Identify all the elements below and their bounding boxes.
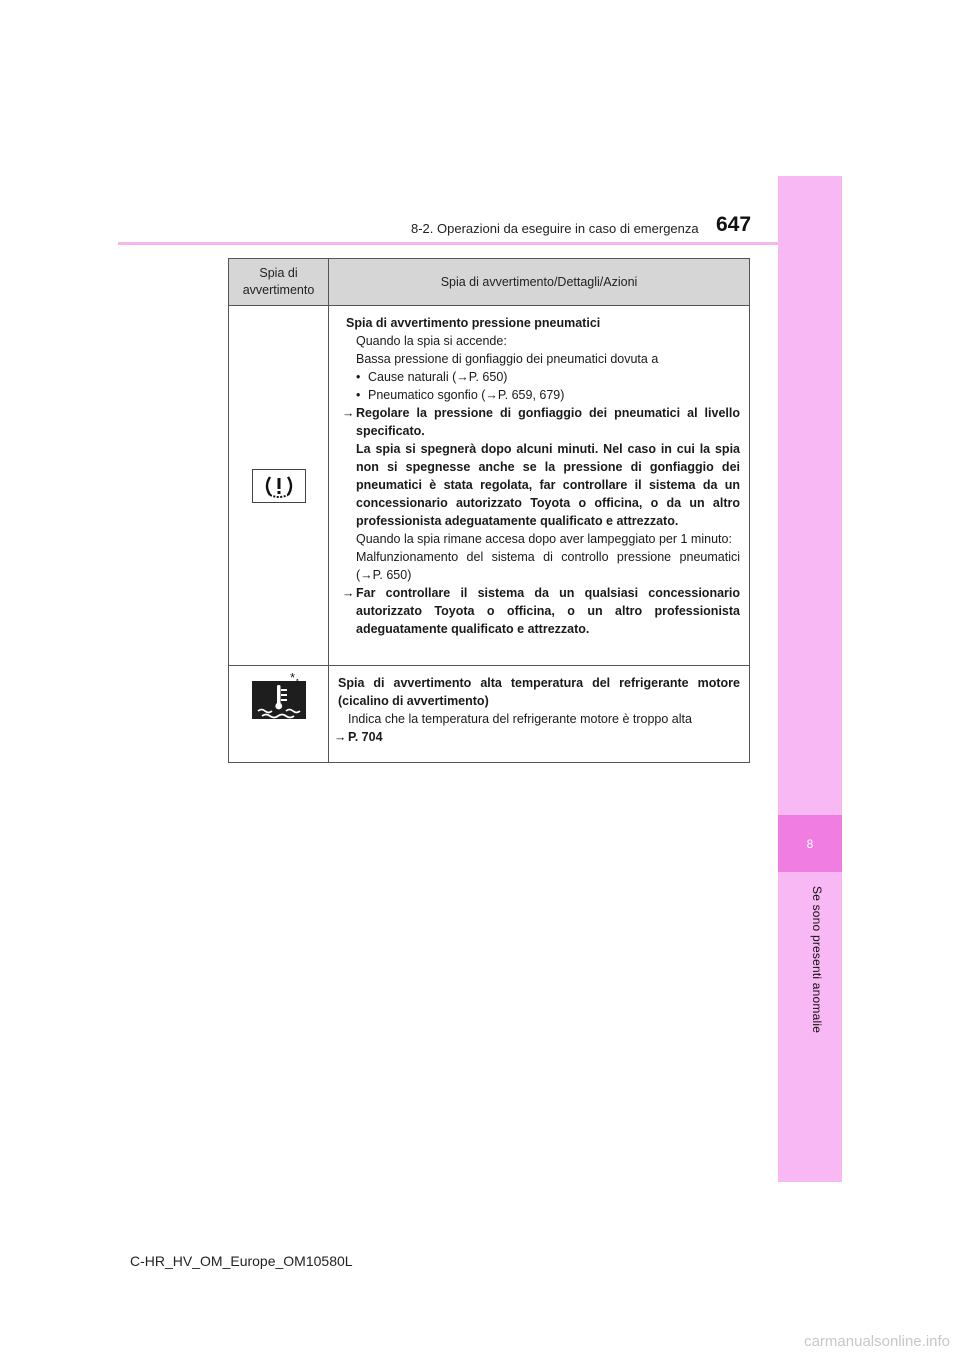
cause-text: Malfunzionamento del sistema di controllo pressione pneumatici (→P. 650) [356,550,740,582]
table-row [229,306,750,666]
watermark: carmanualsonline.info [804,1333,950,1350]
condition-text: Quando la spia rimane accesa dopo aver lampeggiato per 1 minuto: [356,532,732,546]
warning-table [228,258,750,763]
footnote-marker: $*_1$ [290,670,301,688]
arrow-icon: → [342,586,355,600]
warning-title: Spia di avvertimento pressione pneumatici [346,316,601,330]
arrow-icon: → [342,406,355,420]
chapter-title: Se sono presenti anomalie [810,886,824,1034]
table-header-row [229,259,750,306]
reference-link[interactable]: → P. 704 [334,730,383,744]
details-cell [329,306,750,666]
column-header-details: Spia di avvertimento/Dettagli/Azioni [329,259,750,306]
cause-text: Bassa pressione di gonfiaggio dei pneumatici dovuta a [356,352,659,366]
description-text: Indica che la temperatura del refrigerante motore è troppo alta [348,712,692,726]
document-id: C-HR_HV_OM_Europe_OM10580L [130,1253,353,1269]
condition-text: Quando la spia si accende: [356,334,507,348]
chapter-number: 8 [778,815,842,872]
tire-pressure-warning-icon [252,469,306,503]
action-detail: La spia si spegnerà dopo alcuni minuti. Nel caso in cui la spia non si spegnesse anche se la pressione di gonfiaggio dei pneumatici è stata regolata, far controllare il sistema da un concessionario autorizzato Toyota o officina, o da un altro professionista adeguatamente qualificato e attrezzato. [356,442,740,528]
details-cell [329,666,750,763]
column-header-icon: Spia di avvertimento [229,259,329,306]
warning-title: Spia di avvertimento alta temperatura del refrigerante motore (cicalino di avvertimento) [338,676,740,708]
section-title: 8-2. Operazioni da eseguire in caso di emergenza [411,221,699,236]
header-divider [118,242,778,245]
action-item: → Regolare la pressione di gonfiaggio dei pneumatici al livello specificato. [342,406,740,438]
page-number: 647 [716,213,752,236]
list-item: • Cause naturali (→P. 650) [356,370,508,384]
icon-cell [229,306,329,666]
arrow-icon: → [334,730,347,744]
table-row [229,666,750,763]
icon-cell [229,666,329,763]
list-item: • Pneumatico sgonfio (→P. 659, 679) [356,388,565,402]
action-item: → Far controllare il sistema da un qualsiasi concessionario autorizzato Toyota o officina, o un altro professionista adeguatamente qualificato e attrezzato. [342,586,740,636]
